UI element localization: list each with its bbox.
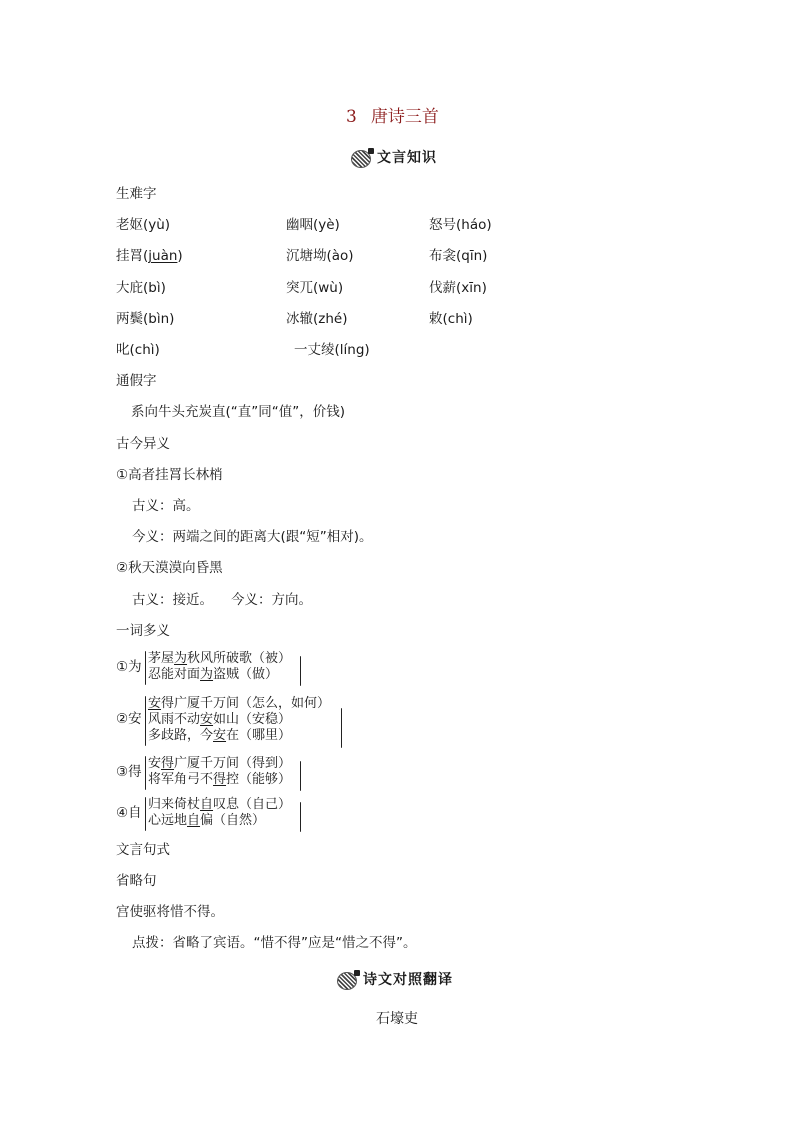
- right-brace: [300, 656, 301, 686]
- rare-char-item: 布衾(qīn): [429, 248, 488, 264]
- left-brace: [145, 797, 146, 831]
- rare-char-item: 两鬓(bìn): [116, 311, 175, 327]
- left-brace: [145, 756, 146, 790]
- duoyi-sentence: 将军角弓不得控（能够）: [148, 772, 292, 787]
- gujin-ancient-meaning: 古义：接近。: [132, 592, 213, 608]
- duoyi-label: ②安: [116, 711, 142, 727]
- duoyi-label: ③得: [116, 764, 142, 780]
- duoyi-sentence: 多歧路，今安在（哪里）: [148, 728, 292, 743]
- left-brace: [145, 696, 146, 746]
- gujin-example-title: ②秋天漠漠向昏黑: [116, 560, 223, 576]
- rare-char-item: 幽咽(yè): [286, 217, 340, 233]
- right-brace: [300, 761, 301, 791]
- rare-char-item: 突兀(wù): [286, 280, 344, 296]
- decorative-disc-icon: [350, 148, 374, 168]
- left-brace: [145, 651, 146, 685]
- section-header-label: 文言知识: [377, 150, 437, 166]
- duoyi-sentence: 归来倚杖自叹息（自己）: [148, 797, 292, 812]
- rare-char-item: 敕(chì): [429, 311, 473, 327]
- right-brace: [341, 708, 342, 748]
- rare-char-item: 大庇(bì): [116, 280, 166, 296]
- heading-duoyi: 一词多义: [116, 623, 170, 639]
- duoyi-sentence: 忍能对面为盗贼（做）: [148, 667, 279, 682]
- page-title: [346, 109, 439, 126]
- decorative-disc-icon: [336, 970, 360, 990]
- gujin-modern-meaning: 今义：两端之间的距离大(跟“短”相对)。: [132, 529, 373, 545]
- section-header-knowledge: [350, 148, 437, 168]
- duoyi-sentence: 心远地自偏（自然）: [148, 813, 266, 828]
- gujin-modern-meaning: 今义：方向。: [231, 592, 312, 608]
- jushi-example: 宫使驱将惜不得。: [116, 904, 224, 920]
- rare-char-item: 沉塘坳(ào): [286, 248, 354, 264]
- section-header-label: 诗文对照翻译: [363, 972, 453, 988]
- duoyi-sentence: 风雨不动安如山（安稳）: [148, 712, 292, 727]
- tongjia-line: 系向牛头充炭直(“直”同“值”，价钱): [131, 404, 346, 420]
- duoyi-sentence: 安得广厦千万间（得到）: [148, 756, 292, 771]
- heading-jushi: 文言句式: [116, 842, 170, 858]
- rare-char-item: 挂罥(juàn): [116, 248, 183, 264]
- lesson-title: 唐诗三首: [370, 107, 439, 127]
- duoyi-group: [148, 651, 291, 683]
- rare-char-item: 怒号(háo): [429, 217, 492, 233]
- duoyi-group: [148, 756, 291, 788]
- heading-tongjia: 通假字: [116, 373, 157, 389]
- gujin-example-title: ①高者挂罥长林梢: [116, 467, 223, 483]
- right-brace: [300, 802, 301, 832]
- duoyi-sentence: 茅屋为秋风所破歌（被）: [148, 651, 292, 666]
- heading-rare-chars: 生难字: [116, 186, 157, 202]
- section-header-translation: [336, 970, 453, 990]
- jushi-subheading: 省略句: [116, 873, 157, 889]
- rare-char-item: 伐薪(xīn): [429, 280, 487, 296]
- jushi-note: 点拨：省略了宾语。“惜不得”应是“惜之不得”。: [132, 935, 417, 951]
- rare-char-item: 老妪(yù): [116, 217, 171, 233]
- duoyi-label: ④自: [116, 805, 142, 821]
- rare-char-item: 叱(chì): [116, 342, 160, 358]
- pinyin-underlined: juàn: [148, 248, 178, 264]
- rare-char-item: 冰辙(zhé): [286, 311, 348, 327]
- poem-title: 石壕吏: [376, 1011, 418, 1027]
- gujin-ancient-meaning: 古义：高。: [132, 498, 200, 514]
- duoyi-sentence: 安得广厦千万间（怎么，如何）: [148, 696, 331, 711]
- duoyi-group: [148, 797, 291, 829]
- duoyi-label: ①为: [116, 659, 142, 675]
- heading-gujin: 古今异义: [116, 436, 170, 452]
- duoyi-group: [148, 696, 330, 744]
- rare-char-item: 一丈绫(líng): [294, 342, 370, 358]
- lesson-number: 3: [346, 107, 357, 127]
